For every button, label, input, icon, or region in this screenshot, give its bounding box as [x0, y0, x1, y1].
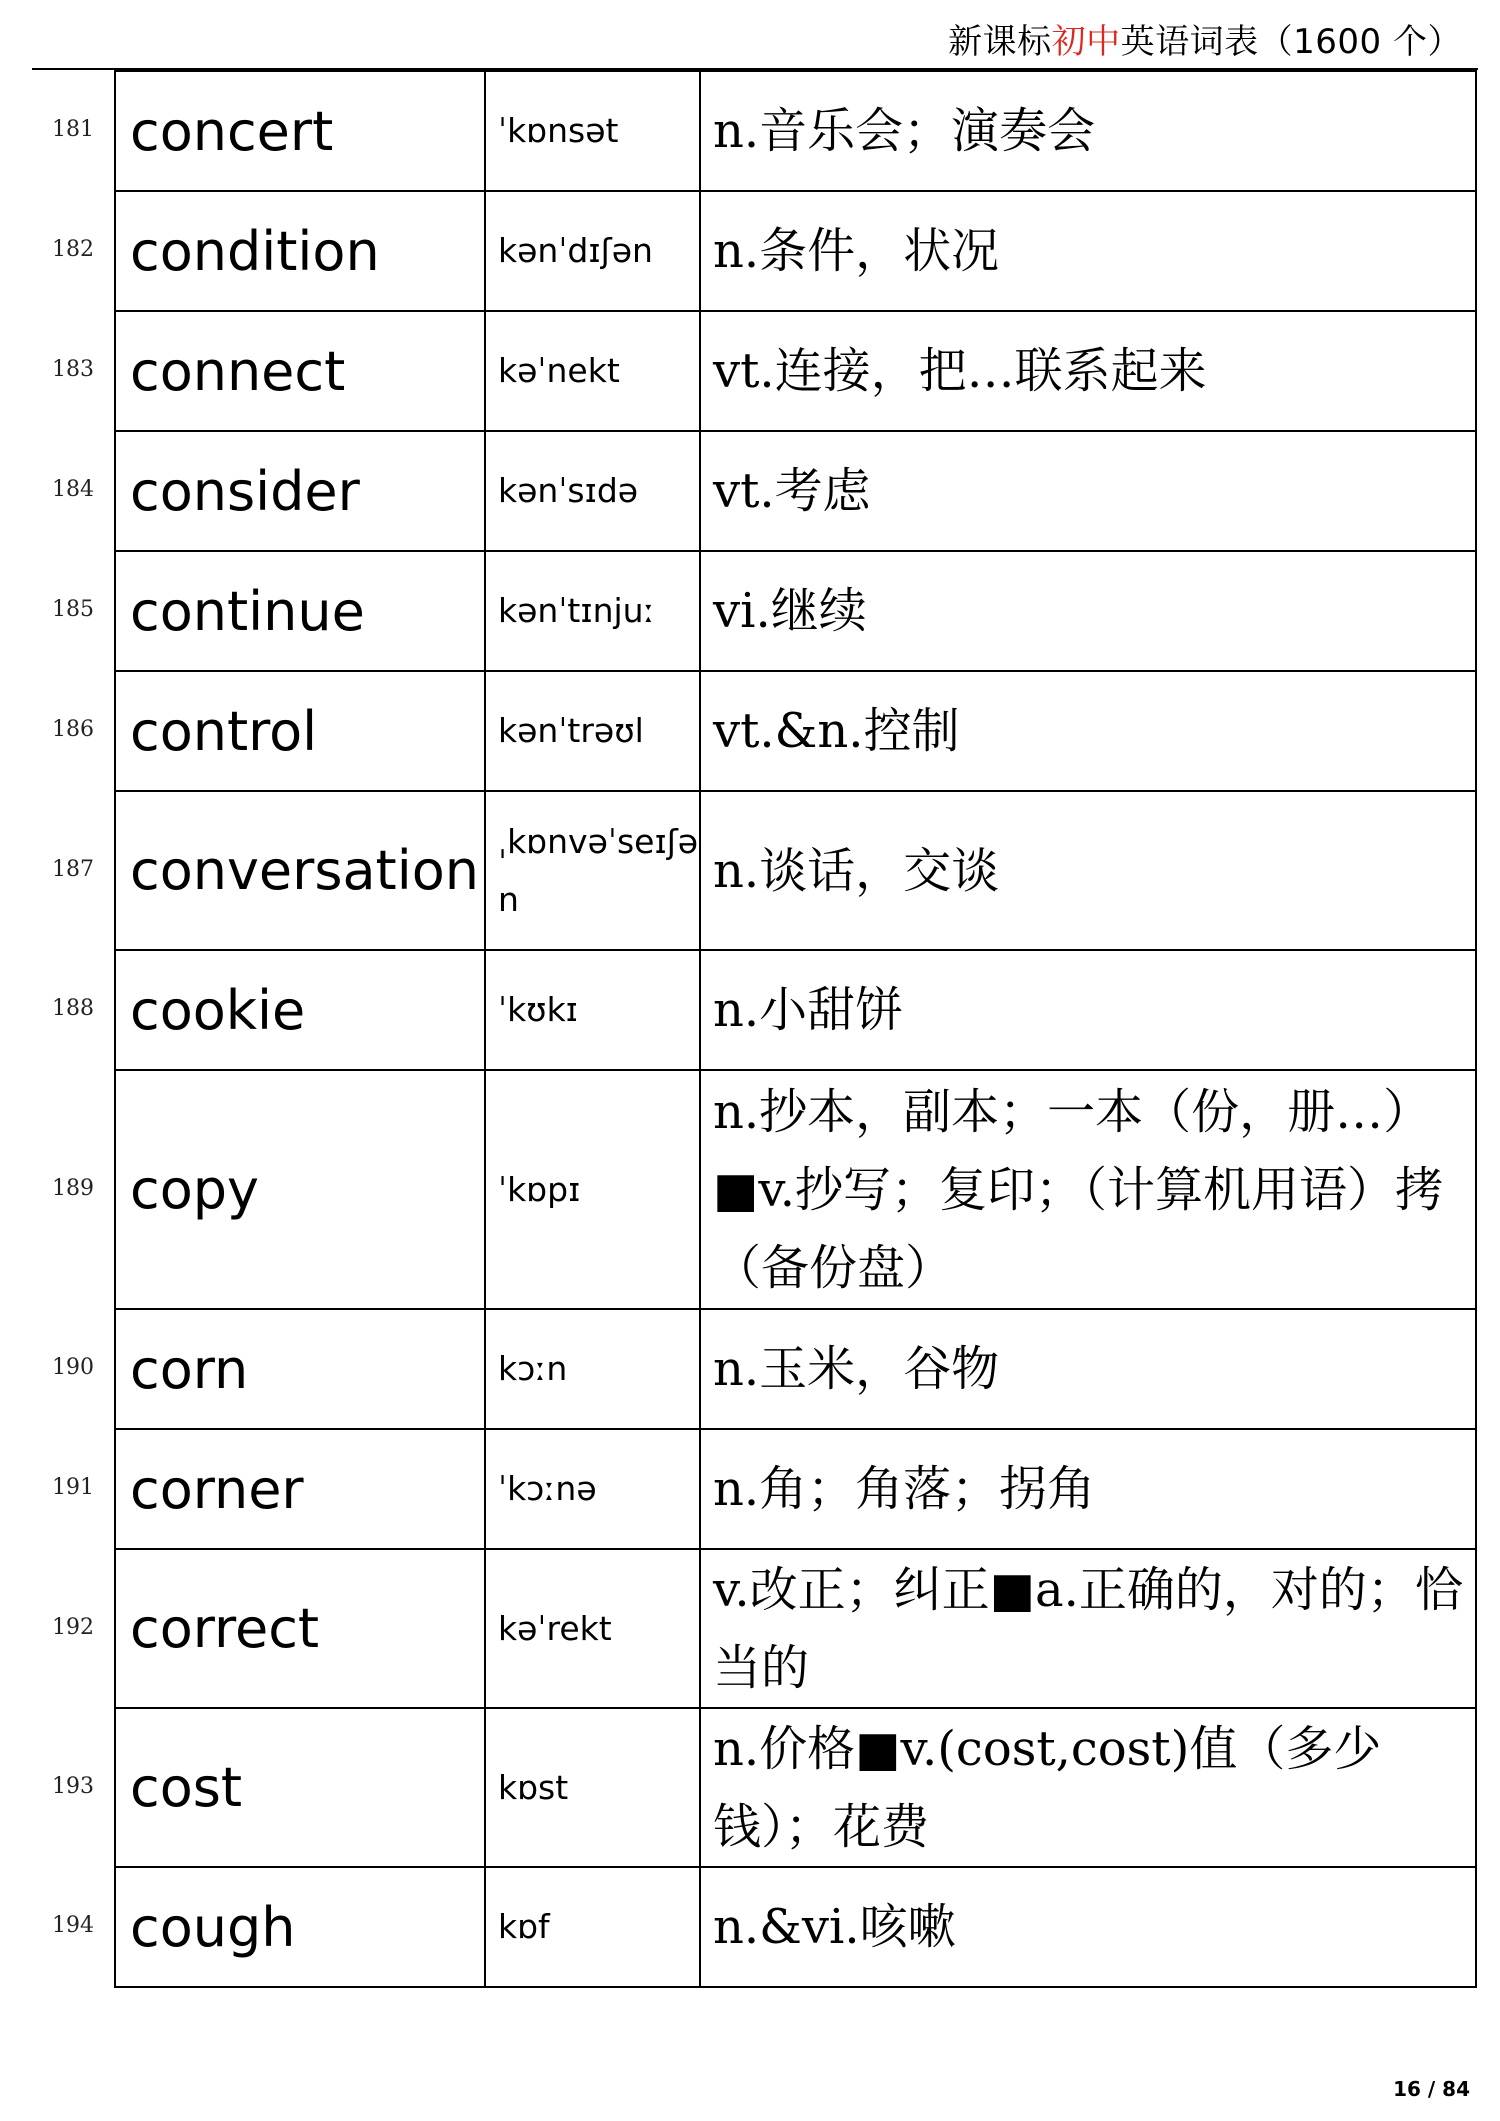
- row-number: 194: [52, 1913, 94, 1938]
- definition-cell: n.谈话，交谈: [700, 791, 1476, 950]
- phonetic-cell: kənˈtɪnjuː: [485, 551, 700, 671]
- word-cell: concert: [115, 71, 485, 191]
- word-cell: continue: [115, 551, 485, 671]
- vocabulary-table: [114, 70, 1477, 1988]
- phonetic-cell: kɔːn: [485, 1309, 700, 1429]
- table-row: [115, 311, 1476, 431]
- table-row: [115, 551, 1476, 671]
- table-row: [115, 791, 1476, 950]
- row-number: 189: [52, 1175, 94, 1201]
- definition-cell: n.条件，状况: [700, 191, 1476, 311]
- word-cell: copy: [115, 1070, 485, 1309]
- row-number: 185: [52, 597, 94, 622]
- word-cell: cost: [115, 1708, 485, 1867]
- row-number: 191: [52, 1475, 94, 1500]
- phonetic-cell: kənˈtrəʊl: [485, 671, 700, 791]
- word-cell: corn: [115, 1309, 485, 1429]
- word-cell: condition: [115, 191, 485, 311]
- row-number: 186: [52, 717, 94, 742]
- table-row: [115, 1309, 1476, 1429]
- table-row: [115, 1867, 1476, 1987]
- phonetic-cell: kənˈsɪdə: [485, 431, 700, 551]
- row-number: 187: [52, 856, 94, 882]
- definition-cell: vt.&n.控制: [700, 671, 1476, 791]
- table-row: [115, 1429, 1476, 1549]
- word-cell: connect: [115, 311, 485, 431]
- definition-cell: n.抄本，副本；一本（份，册…）■v.抄写；复印；（计算机用语）拷（备份盘）: [700, 1070, 1476, 1309]
- phonetic-cell: ˈkɔːnə: [485, 1429, 700, 1549]
- word-cell: cough: [115, 1867, 485, 1987]
- definition-cell: n.角；角落；拐角: [700, 1429, 1476, 1549]
- word-cell: control: [115, 671, 485, 791]
- phonetic-cell: ˈkɒnsət: [485, 71, 700, 191]
- row-number: 190: [52, 1355, 94, 1380]
- definition-cell: vt.考虑: [700, 431, 1476, 551]
- word-cell: cookie: [115, 950, 485, 1070]
- definition-cell: vt.连接，把…联系起来: [700, 311, 1476, 431]
- page-header-title: [948, 14, 1462, 63]
- definition-cell: n.玉米，谷物: [700, 1309, 1476, 1429]
- table-row: [115, 71, 1476, 191]
- phonetic-cell: kəˈrekt: [485, 1549, 700, 1708]
- page-indicator: 16 / 84: [1393, 2077, 1470, 2101]
- phonetic-cell: ˌkɒnvəˈseɪʃən: [485, 791, 700, 950]
- definition-cell: n.音乐会；演奏会: [700, 71, 1476, 191]
- definition-cell: vi.继续: [700, 551, 1476, 671]
- word-cell: correct: [115, 1549, 485, 1708]
- phonetic-cell: kəˈnekt: [485, 311, 700, 431]
- definition-cell: n.价格■v.(cost,cost)值（多少钱）；花费: [700, 1708, 1476, 1867]
- row-number: 183: [52, 357, 94, 382]
- table-row: [115, 1070, 1476, 1309]
- definition-cell: n.小甜饼: [700, 950, 1476, 1070]
- phonetic-cell: ˈkʊkɪ: [485, 950, 700, 1070]
- row-number: 181: [52, 117, 94, 142]
- table-row: [115, 191, 1476, 311]
- table-row: [115, 431, 1476, 551]
- word-cell: corner: [115, 1429, 485, 1549]
- table-row: [115, 1549, 1476, 1708]
- title-highlight: 初中: [1051, 22, 1121, 62]
- phonetic-cell: kɒf: [485, 1867, 700, 1987]
- phonetic-cell: kənˈdɪʃən: [485, 191, 700, 311]
- table-row: [115, 1708, 1476, 1867]
- definition-cell: v.改正；纠正■a.正确的，对的；恰当的: [700, 1549, 1476, 1708]
- phonetic-cell: kɒst: [485, 1708, 700, 1867]
- word-cell: conversation: [115, 791, 485, 950]
- title-part-1: 新课标: [948, 22, 1052, 62]
- row-number: 182: [52, 237, 94, 262]
- phonetic-cell: ˈkɒpɪ: [485, 1070, 700, 1309]
- word-cell: consider: [115, 431, 485, 551]
- row-number: 193: [52, 1773, 94, 1799]
- row-number: 184: [52, 477, 94, 502]
- table-row: [115, 950, 1476, 1070]
- table-row: [115, 671, 1476, 791]
- row-number: 188: [52, 996, 94, 1021]
- title-part-2: 英语词表（1600 个）: [1120, 22, 1462, 62]
- definition-cell: n.&vi.咳嗽: [700, 1867, 1476, 1987]
- row-number: 192: [52, 1614, 94, 1640]
